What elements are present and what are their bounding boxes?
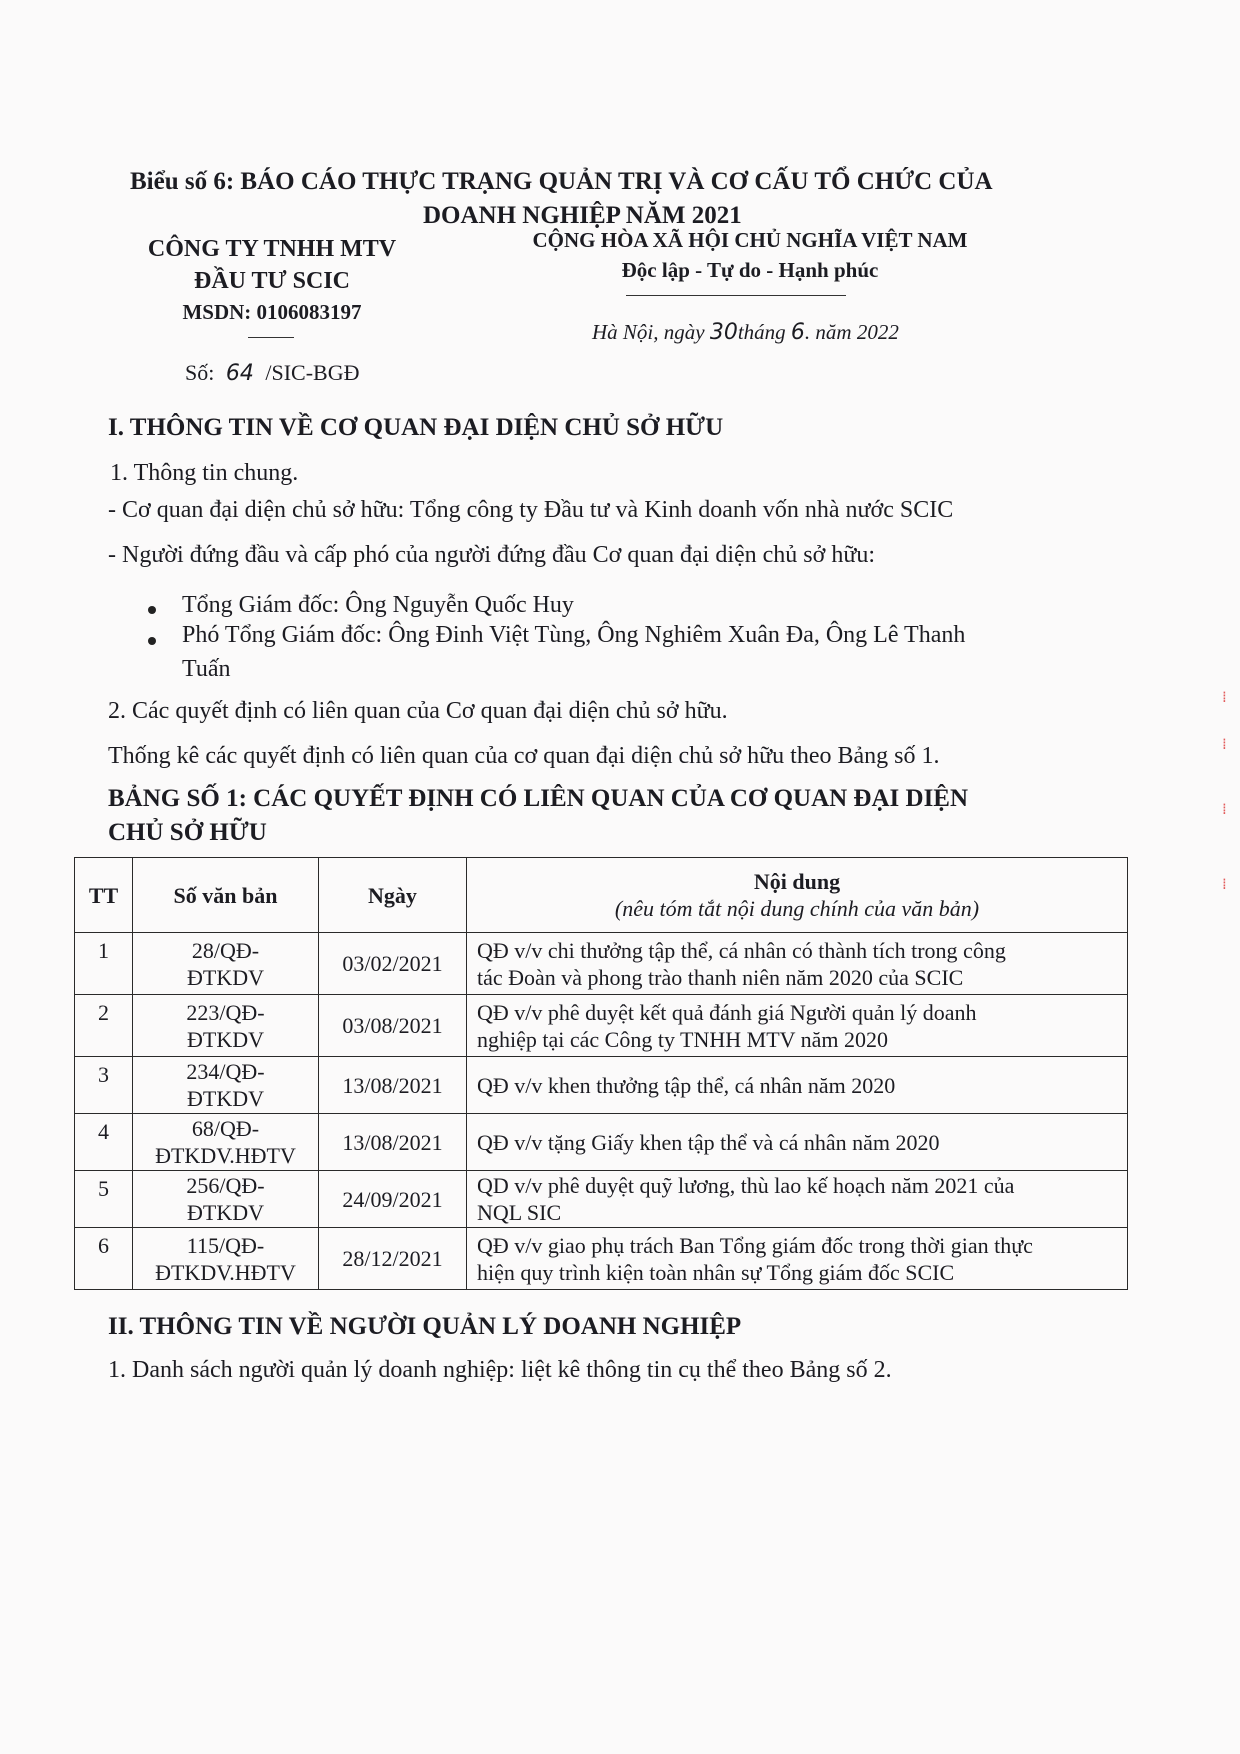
section1-heading: I. THÔNG TIN VỀ CƠ QUAN ĐẠI DIỆN CHỦ SỞ HỮU [108, 414, 724, 441]
cell-doc-no-line2: ĐTKDV.HĐTV [155, 1143, 296, 1168]
cell-content [467, 1228, 1128, 1290]
section2-heading: II. THÔNG TIN VỀ NGƯỜI QUẢN LÝ DOANH NGHIỆP [108, 1313, 742, 1340]
cell-doc-no-line1: 28/QĐ- [191, 937, 260, 963]
cell-tt [75, 995, 133, 1057]
cell-doc-no-line1: 68/QĐ- [191, 1116, 260, 1141]
company-name-line1: CÔNG TY TNHH MTV [147, 236, 397, 262]
bullet-icon [148, 606, 156, 614]
cell-date-line1: 28/12/2021 [342, 1246, 443, 1271]
stamp-mark: ⁞ [1222, 800, 1227, 818]
table-row [75, 995, 1128, 1057]
national-motto-line1: CỘNG HÒA XÃ HỘI CHỦ NGHĨA VIỆT NAM [532, 228, 968, 252]
cell-doc-no [133, 995, 319, 1057]
company-name-line2: ĐẦU TƯ SCIC [193, 268, 351, 294]
section2-sub1: 1. Danh sách người quản lý doanh nghiệp: liệt kê thông tin cụ thể theo Bảng số 2. [108, 1357, 892, 1383]
cell-content [467, 1114, 1128, 1171]
cell-doc-no [133, 1057, 319, 1114]
document-number-prefix: Số: [185, 360, 215, 385]
cell-date-line1: 24/09/2021 [342, 1186, 443, 1212]
cell-date-line1: 03/08/2021 [342, 1013, 443, 1038]
cell-date [319, 933, 467, 995]
cell-content-line2: NQL SIC [477, 1200, 562, 1225]
stamp-mark: ⁞ [1222, 875, 1227, 893]
cell-tt-line1: 2 [98, 1000, 109, 1025]
cell-doc-no [133, 933, 319, 995]
document-number-handwritten: 64 [225, 361, 254, 386]
bullet-deputy-directors-line2: Tuấn [182, 656, 231, 682]
cell-tt [75, 1228, 133, 1290]
report-title-line1: Biểu số 6: BÁO CÁO THỰC TRẠNG QUẢN TRỊ VÀ CƠ CẤU TỔ CHỨC CỦA [130, 168, 993, 195]
cell-doc-no-line2: ĐTKDV.HĐTV [155, 1259, 296, 1285]
bullet-general-director: Tổng Giám đốc: Ông Nguyễn Quốc Huy [182, 592, 574, 618]
table-row [75, 1171, 1128, 1228]
cell-content-line2: hiện quy trình kiện toàn nhân sự Tổng giám đốc SCIC [477, 1259, 955, 1285]
cell-tt-line1: 6 [98, 1233, 109, 1258]
cell-date [319, 1228, 467, 1290]
cell-content [467, 1057, 1128, 1114]
cell-doc-no-line2: ĐTKDV [187, 964, 264, 990]
decisions-table [74, 857, 1128, 1290]
table1-title-line1: BẢNG SỐ 1: CÁC QUYẾT ĐỊNH CÓ LIÊN QUAN CỦA CƠ QUAN ĐẠI DIỆN [108, 785, 969, 812]
table-row [75, 1114, 1128, 1171]
heads-intro-line: - Người đứng đầu và cấp phó của người đứng đầu Cơ quan đại diện chủ sở hữu: [108, 542, 875, 568]
cell-tt-line1: 4 [98, 1119, 109, 1144]
cell-date-line1: 13/08/2021 [342, 1129, 443, 1155]
cell-tt-line1: 5 [98, 1176, 109, 1201]
owner-agency-line: - Cơ quan đại diện chủ sở hữu: Tổng công ty Đầu tư và Kinh doanh vốn nhà nước SCIC [108, 497, 954, 523]
table1-title-line2: CHỦ SỞ HỮU [108, 819, 267, 846]
header-doc-no: Số văn bản [133, 858, 319, 933]
report-title-line2: DOANH NGHIỆP NĂM 2021 [423, 202, 742, 229]
cell-tt [75, 1114, 133, 1171]
cell-doc-no-line1: 234/QĐ- [186, 1059, 265, 1084]
cell-content-line2: tác Đoàn và phong trào thanh niên năm 2020 của SCIC [477, 964, 964, 990]
cell-doc-no-line2: ĐTKDV [187, 1086, 264, 1111]
cell-tt-line1: 3 [98, 1062, 109, 1087]
document-number [185, 360, 359, 386]
company-underline [248, 337, 294, 338]
cell-date-line1: 13/08/2021 [342, 1072, 443, 1098]
cell-content-line1: QD v/v phê duyệt quỹ lương, thù lao kế hoạch năm 2021 của [477, 1173, 1015, 1198]
cell-tt-line1: 1 [98, 938, 109, 963]
cell-doc-no [133, 1171, 319, 1228]
cell-date-line1: 03/02/2021 [342, 951, 443, 976]
cell-doc-no-line2: ĐTKDV [187, 1200, 264, 1225]
cell-content-line1: QĐ v/v phê duyệt kết quả đánh giá Người quản lý doanh [477, 999, 977, 1025]
date-prefix: Hà Nội, ngày [592, 320, 705, 344]
section1-sub1: 1. Thông tin chung. [110, 460, 299, 486]
header-tt: TT [75, 858, 133, 933]
date-month-label: tháng [737, 320, 786, 344]
date-month-handwritten: 6 [790, 320, 805, 345]
header-content [467, 858, 1128, 933]
cell-content-line1: QĐ v/v chi thưởng tập thể, cá nhân có thành tích trong công [477, 937, 1006, 963]
bullet-icon [148, 637, 156, 645]
cell-content-line1: QĐ v/v tặng Giấy khen tập thể và cá nhân năm 2020 [477, 1129, 940, 1155]
cell-doc-no-line1: 223/QĐ- [186, 999, 265, 1025]
place-date [592, 320, 899, 345]
national-underline [626, 295, 846, 296]
document-number-suffix: /SIC-BGĐ [265, 360, 360, 385]
cell-doc-no [133, 1228, 319, 1290]
stamp-mark: ⁞ [1222, 735, 1227, 753]
header-date: Ngày [319, 858, 467, 933]
national-motto-line2: Độc lập - Tự do - Hạnh phúc [621, 258, 879, 282]
stamp-mark: ⁞ [1222, 688, 1227, 706]
header-content-title: Nội dung [753, 869, 841, 894]
cell-doc-no [133, 1114, 319, 1171]
cell-content [467, 995, 1128, 1057]
table-header-row [75, 858, 1128, 933]
cell-content-line1: QĐ v/v khen thưởng tập thể, cá nhân năm 2020 [477, 1072, 896, 1098]
cell-doc-no-line1: 256/QĐ- [186, 1173, 265, 1198]
company-msdn: MSDN: 0106083197 [182, 300, 362, 324]
section1-sub2: 2. Các quyết định có liên quan của Cơ quan đại diện chủ sở hữu. [108, 698, 728, 724]
cell-date [319, 995, 467, 1057]
date-suffix: . năm 2022 [804, 320, 899, 344]
cell-tt [75, 1171, 133, 1228]
cell-content [467, 933, 1128, 995]
cell-tt [75, 1057, 133, 1114]
bullet-deputy-directors-line1: Phó Tổng Giám đốc: Ông Đinh Việt Tùng, Ông Nghiêm Xuân Đa, Ông Lê Thanh [182, 622, 966, 648]
table-row [75, 933, 1128, 995]
cell-content-line2: nghiệp tại các Công ty TNHH MTV năm 2020 [477, 1026, 889, 1052]
cell-doc-no-line2: ĐTKDV [187, 1026, 264, 1052]
cell-date [319, 1114, 467, 1171]
cell-content [467, 1171, 1128, 1228]
cell-doc-no-line1: 115/QĐ- [186, 1232, 265, 1258]
header-content-note: (nêu tóm tắt nội dung chính của văn bản) [614, 896, 980, 921]
cell-content-line1: QĐ v/v giao phụ trách Ban Tổng giám đốc trong thời gian thực [477, 1232, 1033, 1258]
cell-date [319, 1057, 467, 1114]
cell-date [319, 1171, 467, 1228]
section1-stats: Thống kê các quyết định có liên quan của cơ quan đại diện chủ sở hữu theo Bảng số 1. [108, 743, 940, 769]
date-day-handwritten: 30 [709, 320, 738, 345]
cell-tt [75, 933, 133, 995]
table-row [75, 1057, 1128, 1114]
table-row [75, 1228, 1128, 1290]
